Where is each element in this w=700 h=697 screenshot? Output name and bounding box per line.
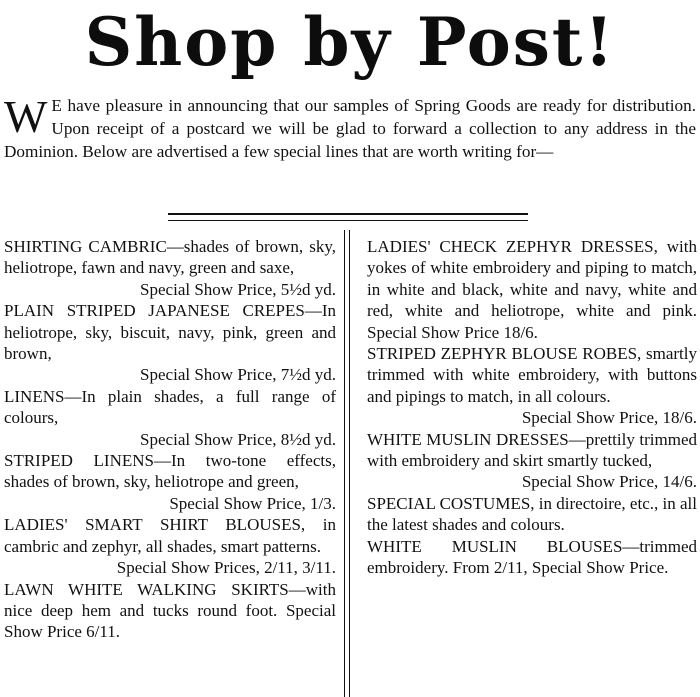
list-item (4, 450, 336, 514)
list-item (367, 236, 697, 343)
item-price: Special Show Price, 7½d yd. (140, 365, 336, 385)
item-description: SPECIAL COSTUMES, in directoire, etc., in all the latest shades and colours. (367, 493, 697, 535)
separator-rule-thin (168, 220, 528, 221)
item-description: PLAIN STRIPED JAPANESE CREPES—In heliotrope, sky, biscuit, navy, pink, green and brown, (4, 301, 336, 364)
drop-cap: W (4, 91, 48, 142)
item-description: WHITE MUSLIN DRESSES—prettily trimmed with embroidery and skirt smartly tucked, (367, 429, 697, 471)
separator-rule-thick (168, 213, 528, 215)
item-description: WHITE MUSLIN BLOUSES—trimmed embroidery. From 2/11, Special Show Price. (367, 536, 697, 578)
item-price: Special Show Prices, 2/11, 3/11. (116, 558, 336, 578)
list-item (367, 429, 697, 493)
item-price: Special Show Price, 5½d yd. (140, 279, 336, 299)
item-description: STRIPED LINENS—In two-tone effects, shades of brown, sky, heliotrope and green, (4, 451, 336, 492)
page-title: Shop by Post! (84, 3, 616, 81)
right-column (367, 236, 697, 579)
list-item (367, 536, 697, 579)
item-price: Special Show Price, 8½d yd. (140, 429, 336, 449)
list-item (4, 300, 336, 386)
list-item (367, 343, 697, 429)
list-item (4, 579, 336, 643)
item-description: STRIPED ZEPHYR BLOUSE ROBES, smartly trimmed with white embroidery, with buttons and pipings to match, in all colours. (367, 344, 697, 406)
item-description: LADIES' SMART SHIRT BLOUSES, in cambric and zephyr, all shades, smart patterns. (4, 515, 336, 556)
list-item (367, 493, 697, 536)
item-description: LAWN WHITE WALKING SKIRTS—with nice deep hem and tucks round foot. Special Show Price 6/11. (4, 579, 336, 642)
item-description: LINENS—In plain shades, a full range of colours, (4, 386, 336, 428)
item-price: Special Show Price, 1/3. (169, 493, 336, 513)
item-price: Special Show Price, 14/6. (521, 472, 697, 492)
list-item (4, 236, 336, 300)
intro-text: E have pleasure in announcing that our samples of Spring Goods are ready for distribution. Upon receipt of a postcard we will be glad to forward a collection to any address in the Dominion. Below are advertised a few special lines that are worth writing for— (4, 96, 696, 161)
list-item (4, 514, 336, 578)
left-column (4, 236, 336, 643)
column-divider (344, 230, 350, 697)
intro-paragraph (4, 91, 696, 163)
list-item (4, 386, 336, 450)
item-description: LADIES' CHECK ZEPHYR DRESSES, with yokes of white embroidery and piping to match, in white and black, white and navy, white and red, white and heliotrope, white and pink. Special Show Price 18/6. (367, 237, 697, 342)
item-price: Special Show Price, 18/6. (521, 408, 697, 428)
item-description: SHIRTING CAMBRIC—shades of brown, sky, heliotrope, fawn and navy, green and saxe, (4, 237, 336, 278)
